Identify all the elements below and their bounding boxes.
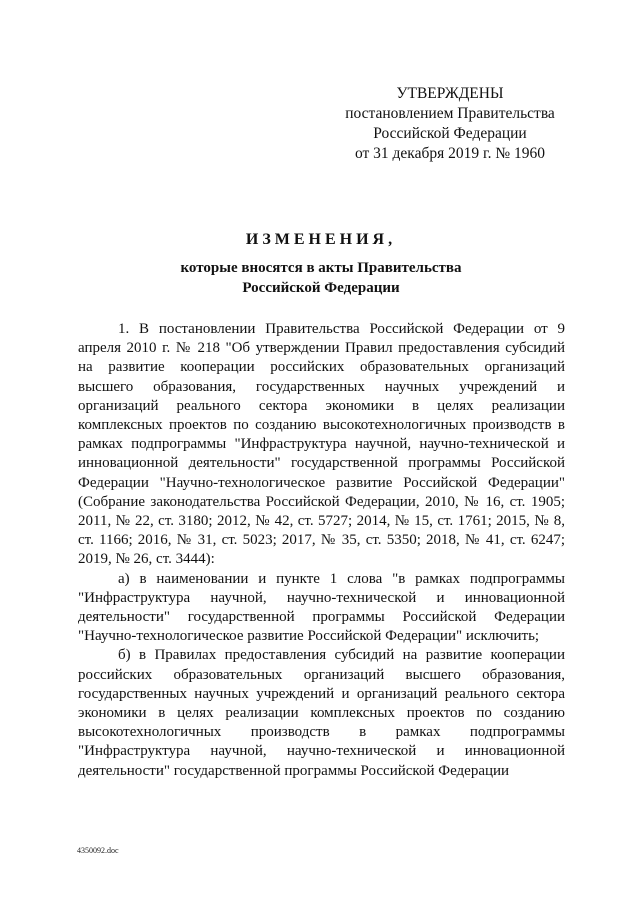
- paragraph-a: а) в наименовании и пункте 1 слова "в рамках подпрограммы "Инфраструктура научной, научно-технической и инновационной деятельности" государственной программы Российской Федерации "Научно-технологическое развитие Российской Федерации" исключить;: [78, 570, 565, 645]
- paragraph-1: 1. В постановлении Правительства Российской Федерации от 9 апреля 2010 г. № 218 "Об утверждении Правил предоставления субсидий на развитие кооперации российских образовательных организаций высшего образования, государственных научных учреждений и организаций реального сектора экономики в целях реализации комплексных проектов по созданию высокотехнологичных производств в рамках подпрограммы "Инфраструктура научной, научно-технической и инновационной деятельности" государственной программы Российской Федерации "Научно-технологическое развитие Российской Федерации" (Собрание законодательства Российской Федерации, 2010, № 16, ст. 1905; 2011, № 22, ст. 3180; 2012, № 42, ст. 5727; 2014, № 15, ст. 1761; 2015, № 8, ст. 1166; 2016, № 31, ст. 5023; 2017, № 35, ст. 5350; 2018, № 41, ст. 6247; 2019, № 26, ст. 3444):: [78, 321, 565, 568]
- approval-line-1: постановлением Правительства: [345, 105, 555, 122]
- subtitle-line-1: которые вносятся в акты Правительства: [180, 260, 462, 276]
- approval-line-2: Российской Федерации: [373, 125, 527, 142]
- document-title: ИЗМЕНЕНИЯ,: [245, 231, 397, 248]
- approval-stamp: [320, 84, 580, 164]
- approval-line-3: от 31 декабря 2019 г. № 1960: [354, 145, 546, 162]
- subtitle-line-2: Российской Федерации: [242, 280, 400, 296]
- approval-heading: УТВЕРЖДЕНЫ: [396, 85, 504, 102]
- document-subtitle: [78, 258, 564, 298]
- paragraph-b: б) в Правилах предоставления субсидий на развитие кооперации российских образовательных организаций высшего образования, государственных научных учреждений и организаций реального сектора экономики в целях реализации комплексных проектов по созданию высокотехнологичных производств в рамках подпрограммы "Инфраструктура научной, научно-технической и инновационной деятельности" государственной программы Российской Федерации: [78, 647, 565, 779]
- document-body: [78, 320, 565, 781]
- footer-filename: 4350092.doc: [77, 846, 119, 855]
